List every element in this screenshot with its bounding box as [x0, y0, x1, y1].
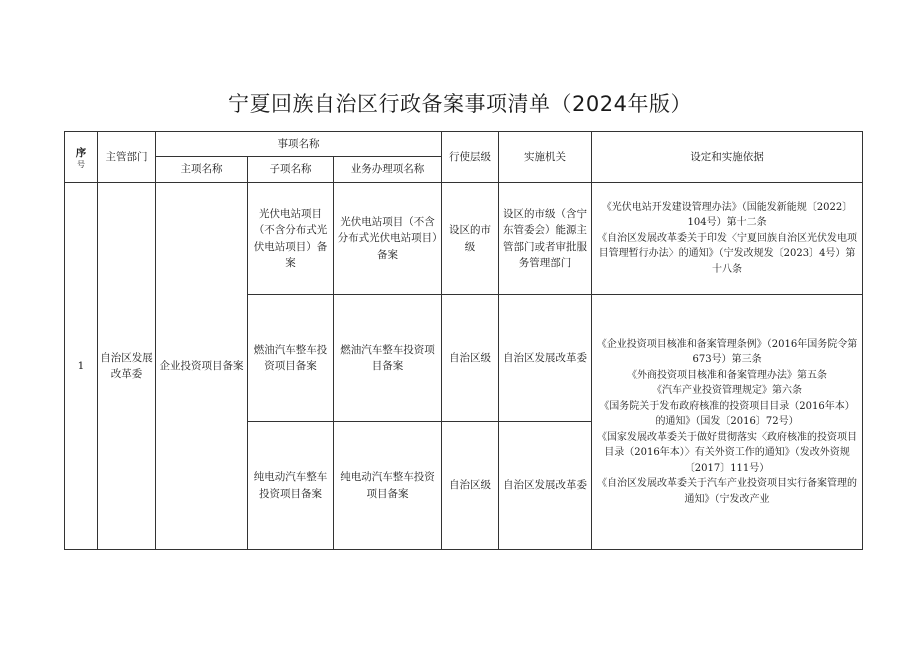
row-seq: 1 [65, 183, 98, 550]
row-main-item: 企业投资项目备案 [156, 183, 248, 550]
basis-line: 《光伏电站开发建设管理办法》（国能发新能规〔2022〕104号）第十二条 [601, 201, 853, 229]
document-title: 宁夏回族自治区行政备案事项清单（2024年版） [228, 92, 692, 116]
header-agency: 实施机关 [499, 132, 592, 183]
basis-line: 《汽车产业投资管理规定》第六条 [652, 385, 803, 397]
filing-items-table [64, 131, 863, 550]
basis-cell [592, 183, 863, 295]
level-cell: 自治区级 [442, 422, 499, 550]
agency-cell: 设区的市级（含宁东管委会）能源主管部门或者审批服务管理部门 [499, 183, 592, 295]
sub-item-name: 燃油汽车整车投资项目备案 [248, 295, 334, 422]
level-cell: 设区的市级 [442, 183, 499, 295]
header-biz-item: 业务办理项名称 [334, 157, 442, 183]
basis-line: 《企业投资项目核准和备案管理条例》（2016年国务院令第673号）第三条 [596, 338, 858, 366]
sub-item-name: 纯电动汽车整车投资项目备案 [248, 422, 334, 550]
agency-cell: 自治区发展改革委 [499, 295, 592, 422]
table-row [65, 183, 863, 295]
row-dept: 自治区发展改革委 [98, 183, 156, 550]
basis-line: 《国家发展改革委关于做好贯彻落实〈政府核准的投资项目目录（2016年本）〉有关外资工作的通知》（发改外资规〔2017〕111号） [597, 431, 858, 474]
sub-item-name: 光伏电站项目（不含分布式光伏电站项目）备案 [248, 183, 334, 295]
header-sub-item: 子项名称 [248, 157, 334, 183]
header-dept: 主管部门 [98, 132, 156, 183]
header-main-item: 主项名称 [156, 157, 248, 183]
biz-item-name: 燃油汽车整车投资项目备案 [334, 295, 442, 422]
header-item-group: 事项名称 [156, 132, 442, 157]
biz-item-name: 光伏电站项目（不含分布式光伏电站项目）备案 [334, 183, 442, 295]
header-seq: 序 号 [65, 132, 98, 183]
level-cell: 自治区级 [442, 295, 499, 422]
basis-line: 《国务院关于发布政府核准的投资项目目录（2016年本）的通知》（国发〔2016〕72号） [599, 400, 855, 428]
basis-line: 《自治区发展改革委关于印发〈宁夏回族自治区光伏发电项目管理暂行办法〉的通知》（宁发改规发〔2023〕4号）第十八条 [597, 232, 858, 275]
agency-cell: 自治区发展改革委 [499, 422, 592, 550]
basis-line: 《自治区发展改革委关于汽车产业投资项目实行备案管理的通知》（宁发改产业 [597, 478, 858, 505]
basis-cell [592, 295, 863, 550]
biz-item-name: 纯电动汽车整车投资项目备案 [334, 422, 442, 550]
header-level: 行使层级 [442, 132, 499, 183]
header-basis: 设定和实施依据 [592, 132, 863, 183]
basis-line: 《外商投资项目核准和备案管理办法》第五条 [627, 369, 828, 381]
